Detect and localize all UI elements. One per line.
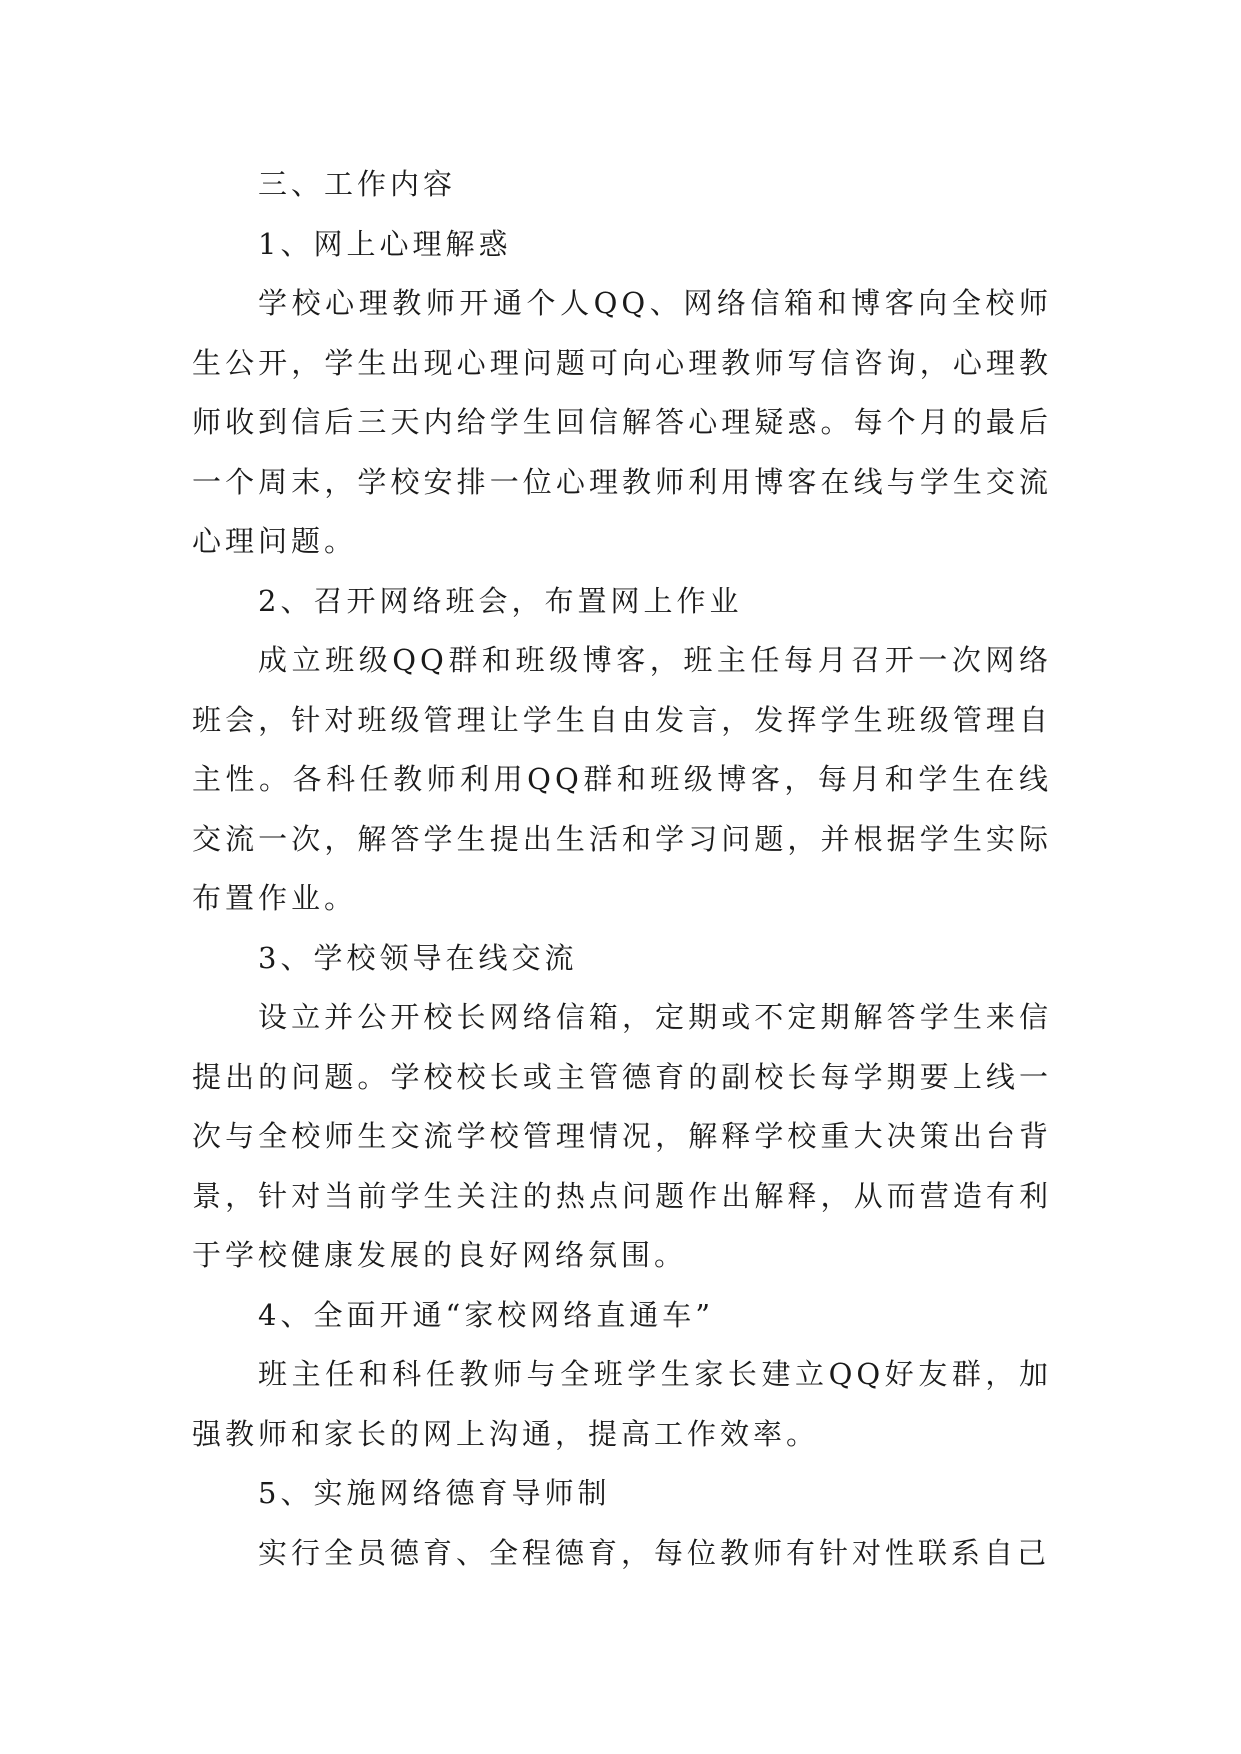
paragraph-3: 设立并公开校长网络信箱，定期或不定期解答学生来信提出的问题。学校校长或主管德育的副校长每学期要上线一次与全校师生交流学校管理情况，解释学校重大决策出台背景，针对当前学生关注的热点问题作出解释，从而营造有利于学校健康发展的良好网络氛围。 (192, 1000, 1052, 1272)
subsection-title-4: 4、全面开通“家校网络直通车” (258, 1297, 715, 1332)
paragraph-4: 班主任和科任教师与全班学生家长建立QQ好友群，加强教师和家长的网上沟通，提高工作效率。 (192, 1357, 1052, 1451)
subsection-title-3: 3、学校领导在线交流 (258, 940, 578, 975)
subsection-title-1: 1、网上心理解惑 (258, 226, 512, 261)
document-body (192, 155, 1052, 1583)
section-heading: 三、工作内容 (258, 167, 457, 201)
paragraph-1: 学校心理教师开通个人QQ、网络信箱和博客向全校师生公开，学生出现心理问题可向心理教师写信咨询，心理教师收到信后三天内给学生回信解答心理疑惑。每个月的最后一个周末，学校安排一位心理教师利用博客在线与学生交流心理问题。 (192, 286, 1052, 558)
subsection-title-2: 2、召开网络班会，布置网上作业 (258, 583, 743, 618)
subsection-title-5: 5、实施网络德育导师制 (258, 1476, 611, 1510)
paragraph-5: 实行全员德育、全程德育，每位教师有针对性联系自己 (258, 1535, 1051, 1570)
paragraph-2: 成立班级QQ群和班级博客，班主任每月召开一次网络班会，针对班级管理让学生自由发言，发挥学生班级管理自主性。各科任教师利用QQ群和班级博客，每月和学生在线交流一次，解答学生提出生活和学习问题，并根据学生实际布置作业。 (192, 643, 1052, 915)
